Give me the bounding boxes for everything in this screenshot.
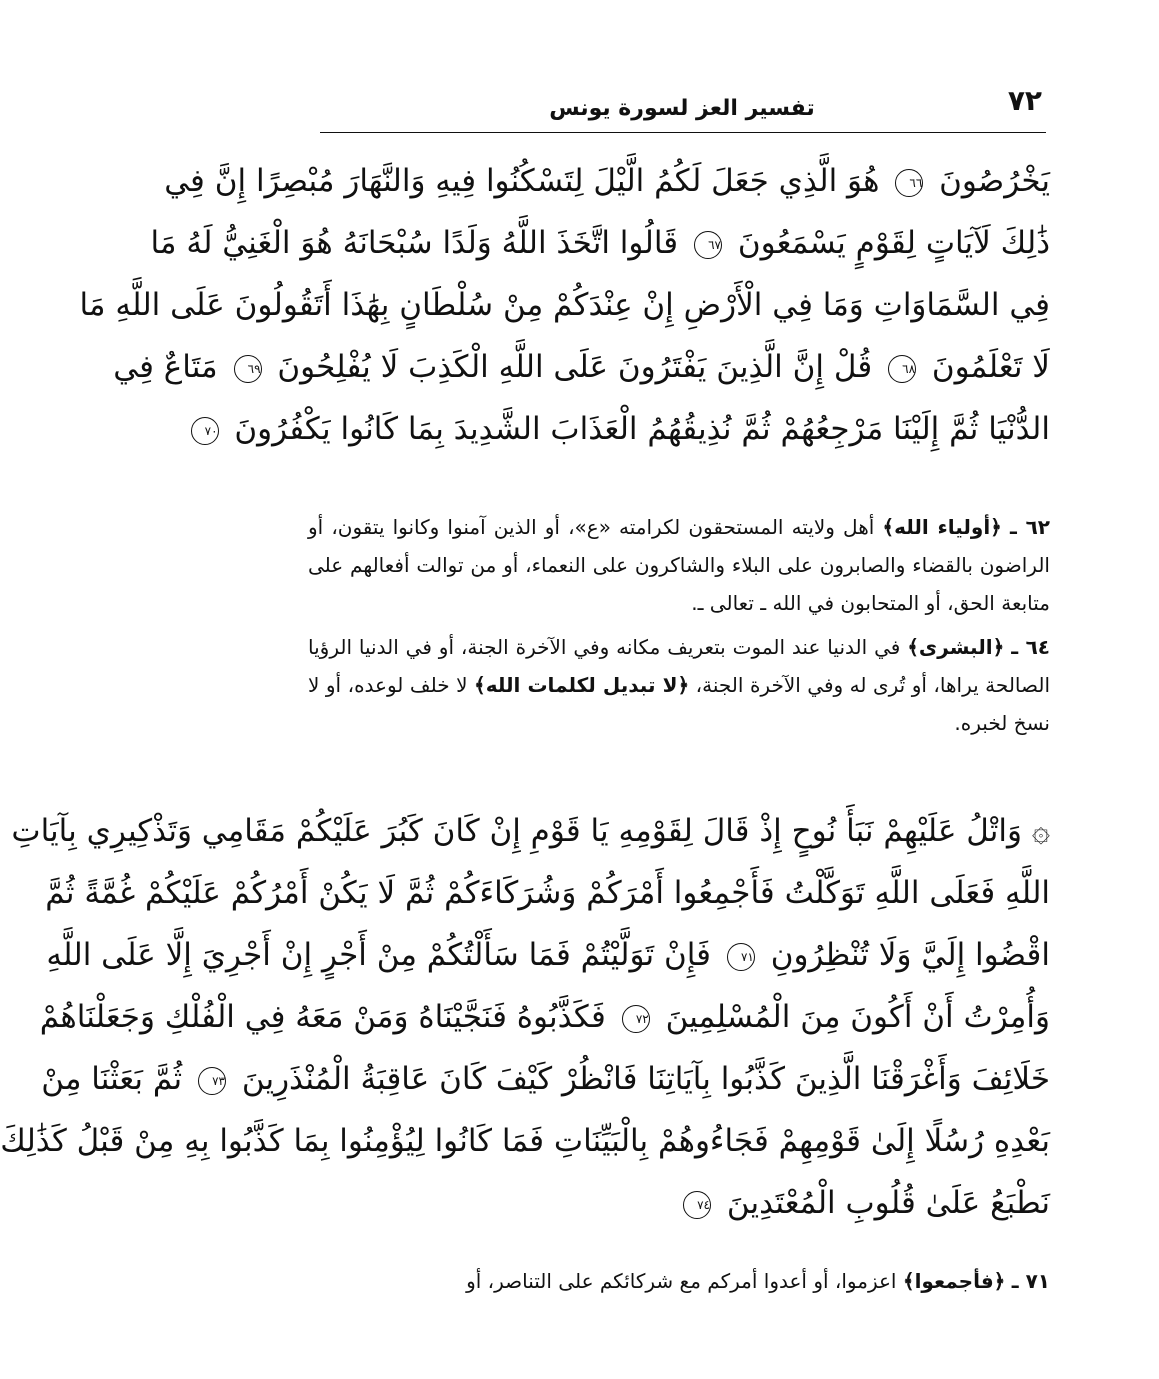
- quran-line: [113, 336, 1050, 398]
- commentary-block-1: [308, 508, 1050, 748]
- ayah-number-mark: ٦٩: [234, 355, 262, 383]
- quran-text-block-2: [0, 800, 1050, 1234]
- quran-line: [164, 150, 1050, 212]
- quran-line: [39, 986, 1050, 1048]
- quran-text: بَعْدِهِ رُسُلًا إِلَىٰ قَوْمِهِمْ فَجَاءُوهُمْ بِالْبَيِّنَاتِ فَمَا كَانُوا لِيُؤْمِنُوا بِمَا كَذَّبُوا بِهِ مِنْ قَبْلُ كَذَٰلِكَ: [0, 1123, 1050, 1159]
- quran-text: الدُّنْيَا ثُمَّ إِلَيْنَا مَرْجِعُهُمْ ثُمَّ نُذِيقُهُمُ الْعَذَابَ الشَّدِيدَ بِمَا كَانُوا يَكْفُرُونَ: [234, 411, 1050, 447]
- quran-text: وَأُمِرْتُ أَنْ أَكُونَ مِنَ الْمُسْلِمِينَ: [665, 999, 1050, 1035]
- ayah-number-mark: ٦٧: [694, 231, 722, 259]
- quran-text: اللَّهِ فَعَلَى اللَّهِ تَوَكَّلْتُ فَأَجْمِعُوا أَمْرَكُمْ وَشُرَكَاءَكُمْ ثُمَّ لَا يَكُنْ أَمْرُكُمْ عَلَيْكُمْ غُمَّةً ثُمَّ: [45, 875, 1050, 911]
- note-text: في الدنيا عند الموت بتعريف مكانه وفي الآخرة الجنة، أو في الدنيا الرؤيا الصالحة يراها، أو تُرى له وفي الآخرة الجنة،: [308, 635, 1050, 697]
- note-keyword: ﴿البشرى﴾: [907, 635, 1005, 659]
- note-text: اعزموا، أو أعدوا أمركم مع شركائكم على التناصر، أو: [466, 1269, 903, 1293]
- commentary-note: [308, 1262, 1050, 1300]
- quran-text: فِي السَّمَاوَاتِ وَمَا فِي الْأَرْضِ إِنْ عِنْدَكُمْ مِنْ سُلْطَانٍ بِهَٰذَا أَتَقُولُونَ عَلَى اللَّهِ مَا: [79, 287, 1050, 323]
- ayah-number-mark: ٦٦: [895, 169, 923, 197]
- quran-text: نَطْبَعُ عَلَىٰ قُلُوبِ الْمُعْتَدِينَ: [726, 1185, 1050, 1221]
- quran-line: [204, 398, 1050, 460]
- commentary-block-2: [308, 1262, 1050, 1306]
- note-number: ٦٤ ـ: [1011, 635, 1050, 659]
- quran-text: فَكَذَّبُوهُ فَنَجَّيْنَاهُ وَمَنْ مَعَهُ فِي الْفُلْكِ وَجَعَلْنَاهُمْ: [39, 999, 606, 1035]
- quran-line: [45, 862, 1050, 924]
- quran-line: [308, 1172, 1050, 1234]
- commentary-note: [308, 508, 1050, 622]
- ayah-number-mark: ٧٤: [683, 1191, 711, 1219]
- note-number: ٧١ ـ: [1011, 1269, 1050, 1293]
- quran-text: قَالُوا اتَّخَذَ اللَّهُ وَلَدًا سُبْحَانَهُ هُوَ الْغَنِيُّ لَهُ مَا: [150, 225, 679, 261]
- note-text: لا خلف لوعده، أو لا نسخ لخبره.: [308, 673, 1050, 735]
- quran-line: [11, 800, 1050, 862]
- ayah-number-mark: ٧٠: [191, 417, 219, 445]
- ayah-number-mark: ٦٨: [888, 355, 916, 383]
- page-number: ٧٢: [1007, 84, 1042, 117]
- ayah-number-mark: ٧١: [727, 943, 755, 971]
- page-header: [322, 84, 1042, 128]
- quran-text: مَتَاعٌ فِي: [113, 349, 218, 385]
- quran-text-block-1: [79, 150, 1050, 460]
- quran-text: ۞ وَاتْلُ عَلَيْهِمْ نَبَأَ نُوحٍ إِذْ قَالَ لِقَوْمِهِ يَا قَوْمِ إِنْ كَانَ كَبُرَ عَلَيْكُمْ مَقَامِي وَتَذْكِيرِي بِآيَاتِ: [11, 813, 1050, 849]
- quran-text: ذَٰلِكَ لَآيَاتٍ لِقَوْمٍ يَسْمَعُونَ: [737, 225, 1050, 261]
- quran-line: [0, 1110, 1050, 1172]
- quran-text: فَإِنْ تَوَلَّيْتُمْ فَمَا سَأَلْتُكُمْ مِنْ أَجْرٍ إِنْ أَجْرِيَ إِلَّا عَلَى اللَّهِ: [46, 937, 711, 973]
- quran-text: خَلَائِفَ وَأَغْرَقْنَا الَّذِينَ كَذَّبُوا بِآيَاتِنَا فَانْظُرْ كَيْفَ كَانَ عَاقِبَةُ الْمُنْذَرِينَ: [241, 1061, 1050, 1097]
- note-keyword: ﴿لا تبديل لكلمات الله﴾: [473, 673, 690, 697]
- ayah-number-mark: ٧٢: [622, 1005, 650, 1033]
- quran-text: اقْضُوا إِلَيَّ وَلَا تُنْظِرُونِ: [770, 937, 1050, 973]
- note-keyword: ﴿فأجمعوا﴾: [902, 1269, 1006, 1293]
- ayah-number-mark: ٧٣: [198, 1067, 226, 1095]
- quran-text: لَا تَعْلَمُونَ: [931, 349, 1050, 385]
- quran-line: [150, 212, 1050, 274]
- quran-line: [46, 924, 1050, 986]
- note-keyword: ﴿أولياء الله﴾: [882, 515, 1002, 539]
- note-text: أهل ولايته المستحقون لكرامته «ع»، أو الذين آمنوا وكانوا يتقون، أو الراضون بالقضاء والصابرون على البلاء والشاكرون على النعماء، أو من توالت أفعالهم على متابعة الحق، أو المتحابون في الله ـ تعالى ـ.: [308, 515, 1050, 615]
- header-rule: [320, 132, 1046, 133]
- quran-text: يَخْرُصُونَ: [939, 163, 1050, 199]
- quran-line: [41, 1048, 1050, 1110]
- quran-text: ثُمَّ بَعَثْنَا مِنْ: [41, 1061, 183, 1097]
- running-title: تفسير العز لسورة يونس: [549, 96, 815, 121]
- quran-text: هُوَ الَّذِي جَعَلَ لَكُمُ الَّيْلَ لِتَسْكُنُوا فِيهِ وَالنَّهَارَ مُبْصِرًا إِنَّ فِي: [164, 163, 880, 199]
- note-number: ٦٢ ـ: [1010, 515, 1050, 539]
- quran-text: قُلْ إِنَّ الَّذِينَ يَفْتَرُونَ عَلَى اللَّهِ الْكَذِبَ لَا يُفْلِحُونَ: [277, 349, 873, 385]
- commentary-note: [308, 628, 1050, 742]
- quran-line: [79, 274, 1050, 336]
